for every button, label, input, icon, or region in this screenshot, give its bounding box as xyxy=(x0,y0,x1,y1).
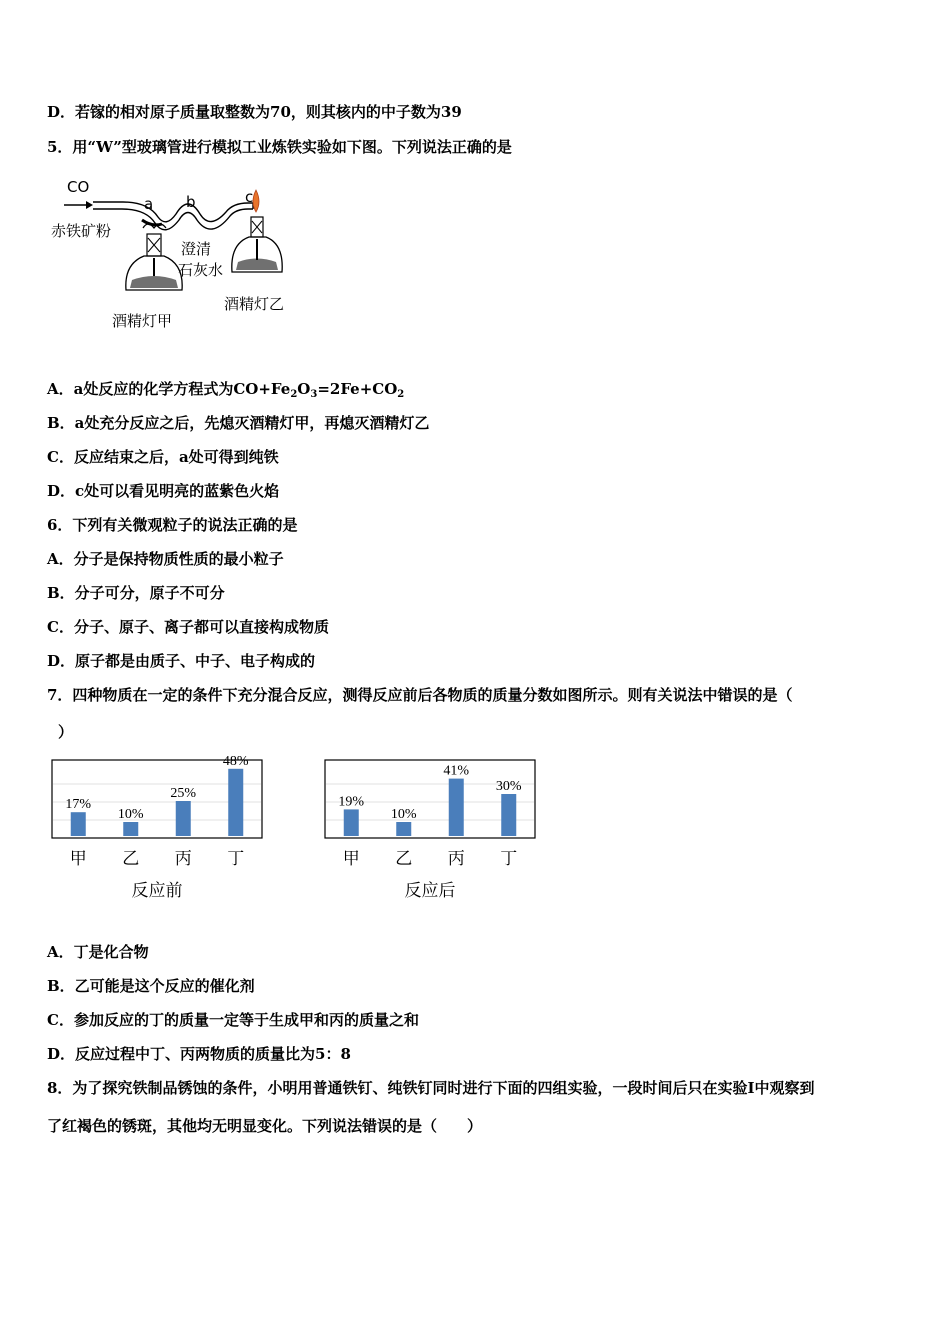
bar-甲 xyxy=(71,812,86,836)
chart-title: 反应前 xyxy=(131,881,183,901)
category-label: 乙 xyxy=(395,849,413,869)
q4-option-d: D．若镓的相对原子质量取整数为70，则其核内的中子数为39 xyxy=(47,103,462,121)
q8-line-2: 了红褐色的锈斑，其他均无明显变化。下列说法错误的是（ ） xyxy=(47,1117,483,1135)
data-label: 48% xyxy=(222,753,249,769)
data-label: 10% xyxy=(390,807,417,822)
data-label: 25% xyxy=(170,786,197,801)
limewater-label-2: 石灰水 xyxy=(178,261,224,279)
data-label: 19% xyxy=(338,794,365,810)
alcohol-lamp-1 xyxy=(126,224,182,290)
c-label: c xyxy=(245,188,254,206)
q5-option-c: C．反应结束之后，a处可得到纯铁 xyxy=(47,448,279,466)
q7-option-d: D．反应过程中丁、丙两物质的质量比为5：8 xyxy=(47,1045,351,1063)
b-label: b xyxy=(186,193,196,211)
chart-after xyxy=(313,752,553,907)
category-label: 甲 xyxy=(342,849,360,869)
q7-option-c: C．参加反应的丁的质量一定等于生成甲和丙的质量之和 xyxy=(47,1011,419,1029)
limewater-label-1: 澄清 xyxy=(181,240,212,258)
q7-stem: 7．四种物质在一定的条件下充分混合反应，测得反应前后各物质的质量分数如图所示。则有关说法中错误的是（ xyxy=(47,686,793,704)
q7-option-a: A．丁是化合物 xyxy=(47,943,149,961)
category-label: 乙 xyxy=(122,849,140,869)
category-label: 丙 xyxy=(174,849,192,869)
w-tube xyxy=(93,202,253,222)
q6-option-a: A．分子是保持物质性质的最小粒子 xyxy=(47,550,284,568)
bar-乙 xyxy=(396,822,411,836)
data-label: 17% xyxy=(65,797,92,813)
data-label: 10% xyxy=(117,807,144,822)
data-label: 30% xyxy=(495,779,522,794)
lamp1-label: 酒精灯甲 xyxy=(112,312,173,330)
q6-option-c: C．分子、原子、离子都可以直接构成物质 xyxy=(47,618,329,636)
alcohol-lamp-2 xyxy=(232,217,282,272)
bar-丙 xyxy=(449,779,464,836)
co-label: CO xyxy=(67,178,90,196)
q6-option-d: D．原子都是由质子、中子、电子构成的 xyxy=(47,652,316,670)
category-label: 丁 xyxy=(227,849,245,869)
a-label: a xyxy=(144,195,154,213)
category-label: 丙 xyxy=(447,849,465,869)
q6-option-b: B．分子可分，原子不可分 xyxy=(47,584,225,602)
chart-before xyxy=(40,752,280,907)
bar-丙 xyxy=(176,801,191,836)
q7-option-b: B．乙可能是这个反应的催化剂 xyxy=(47,977,255,995)
bar-丁 xyxy=(228,769,243,836)
q5-option-a: A．a处反应的化学方程式为$CO+Fe_2O_3=2Fe+CO_2$ xyxy=(47,380,405,400)
q5-stem: 5．用“W”型玻璃管进行模拟工业炼铁实验如下图。下列说法正确的是 xyxy=(47,138,512,156)
q5-option-b: B．a处充分反应之后，先熄灭酒精灯甲，再熄灭酒精灯乙 xyxy=(47,414,430,432)
chart-title: 反应后 xyxy=(404,881,456,901)
category-label: 甲 xyxy=(69,849,87,869)
data-label: 41% xyxy=(443,763,470,779)
w-tube-apparatus-figure xyxy=(48,172,308,342)
flame-c xyxy=(253,190,259,212)
category-label: 丁 xyxy=(500,849,518,869)
q5-option-d: D．c处可以看见明亮的蓝紫色火焰 xyxy=(47,482,280,500)
q8-line-1: 8．为了探究铁制品锈蚀的条件，小明用普通铁钉、纯铁钉同时进行下面的四组实验，一段时间后只在实验Ⅰ中观察到 xyxy=(47,1079,815,1097)
lamp2-label: 酒精灯乙 xyxy=(224,295,285,313)
q6-stem: 6．下列有关微观粒子的说法正确的是 xyxy=(47,516,298,534)
ore-label: 赤铁矿粉 xyxy=(51,222,112,240)
bar-丁 xyxy=(501,794,516,836)
bar-乙 xyxy=(123,822,138,836)
q7-stem-end: ） xyxy=(58,723,74,741)
bar-甲 xyxy=(344,809,359,836)
